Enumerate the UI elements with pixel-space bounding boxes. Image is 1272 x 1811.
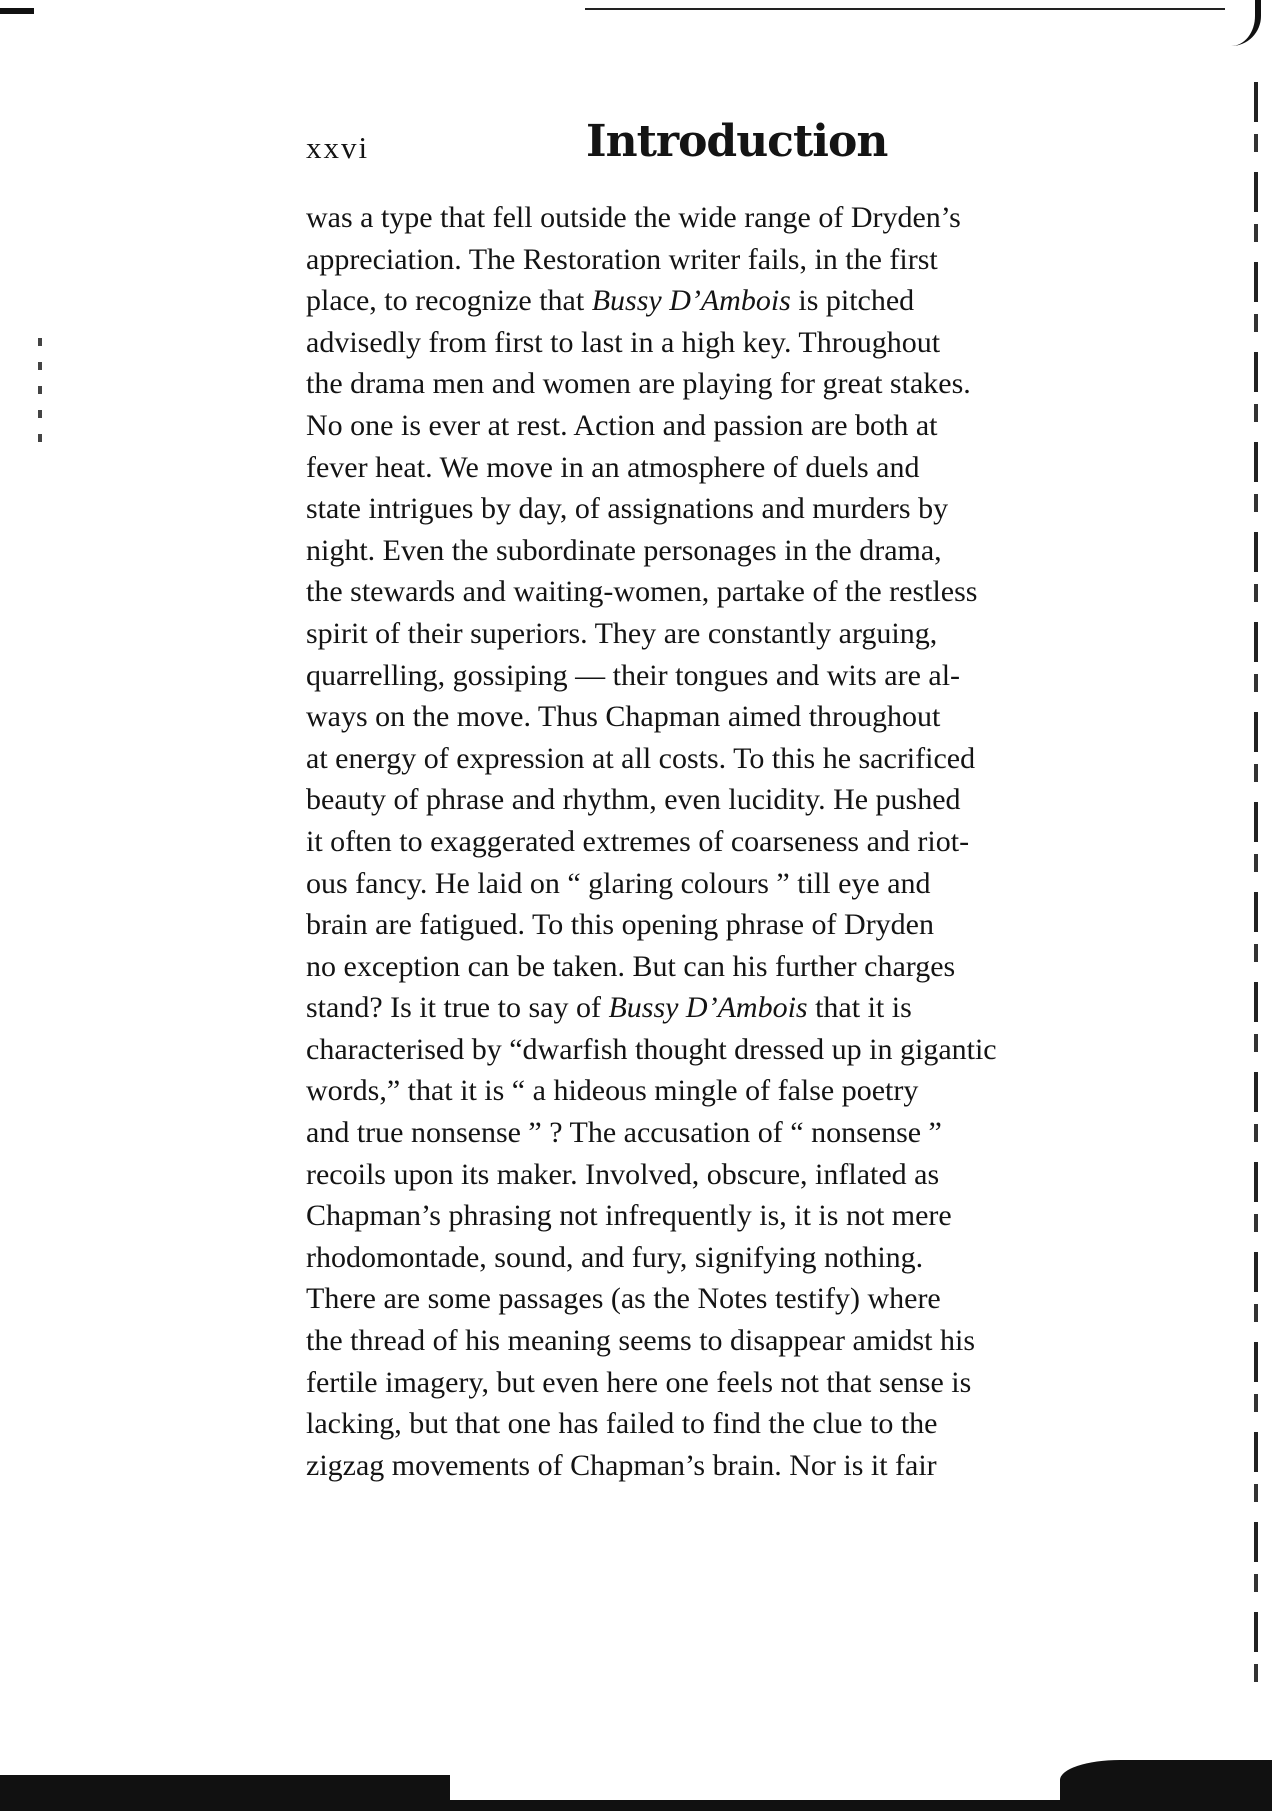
text-line: ways on the move. Thus Chapman aimed throughout (306, 700, 941, 734)
text-line: Chapman’s phrasing not infrequently is, it is not mere (306, 1199, 952, 1233)
text-line: quarrelling, gossiping — their tongues and wits are al- (306, 658, 961, 692)
text-segment: that it is (807, 991, 912, 1025)
text-line: night. Even the subordinate personages in the drama, (306, 533, 942, 567)
scan-artifact-left-ticks (38, 338, 42, 458)
running-title: Introduction (586, 116, 888, 167)
scan-artifact-right-edge (1254, 82, 1258, 1682)
text-line: fever heat. We move in an atmosphere of duels and (306, 450, 920, 484)
running-head (306, 116, 1148, 176)
text-line: the stewards and waiting-women, partake of the restless (306, 575, 978, 609)
scan-artifact-top-left (0, 8, 34, 14)
text-line: spirit of their superiors. They are constantly arguing, (306, 616, 938, 650)
italic-title: Bussy D’Ambois (608, 991, 808, 1025)
text-line: words,” that it is “ a hideous mingle of false poetry (306, 1074, 919, 1108)
scan-artifact-top-right-corner (1225, 0, 1261, 46)
text-line: No one is ever at rest. Action and passion are both at (306, 408, 938, 442)
text-line: brain are fatigued. To this opening phrase of Dryden (306, 908, 934, 942)
scan-artifact-bottom-left (0, 1775, 450, 1811)
text-segment: stand? Is it true to say of (306, 991, 609, 1025)
text-line: beauty of phrase and rhythm, even lucidity. He pushed (306, 783, 961, 817)
text-line (306, 280, 1148, 322)
text-line: no exception can be taken. But can his further charges (306, 949, 956, 983)
scan-artifact-bottom-right (1060, 1760, 1272, 1811)
text-line: was a type that fell outside the wide range of Dryden’s (306, 201, 961, 234)
text-line (306, 987, 1148, 1029)
text-segment: place, to recognize that (306, 284, 592, 318)
text-line: state intrigues by day, of assignations and murders by (306, 492, 949, 526)
text-line: characterised by “dwarfish thought dressed up in gigantic (306, 1032, 997, 1066)
text-segment: is pitched (790, 284, 915, 318)
text-line: the drama men and women are playing for great stakes. (306, 367, 971, 401)
text-line: lacking, but that one has failed to find the clue to the (306, 1407, 938, 1441)
text-line: advisedly from first to last in a high key. Throughout (306, 325, 941, 359)
body-text (306, 197, 1148, 1486)
text-line: recoils upon its maker. Involved, obscure, inflated as (306, 1157, 940, 1191)
scan-artifact-top-rule (585, 8, 1225, 10)
text-line: and true nonsense ” ? The accusation of “ nonsense ” (306, 1116, 942, 1150)
text-line: the thread of his meaning seems to disappear amidst his (306, 1324, 976, 1358)
text-line: zigzag movements of Chapman’s brain. Nor is it fair (306, 1448, 937, 1482)
text-line: it often to exaggerated extremes of coarseness and riot- (306, 824, 970, 858)
page-number: xxvi (306, 130, 370, 165)
scan-artifact-bottom-rule (450, 1800, 1060, 1811)
text-line: ous fancy. He laid on “ glaring colours ” till eye and (306, 866, 931, 900)
text-line: appreciation. The Restoration writer fails, in the first (306, 242, 938, 276)
text-line: at energy of expression at all costs. To this he sacrificed (306, 741, 976, 775)
italic-title: Bussy D’Ambois (591, 284, 791, 318)
text-line: fertile imagery, but even here one feels not that sense is (306, 1365, 972, 1399)
text-line: There are some passages (as the Notes testify) where (306, 1282, 941, 1316)
text-line: rhodomontade, sound, and fury, signifying nothing. (306, 1240, 924, 1274)
